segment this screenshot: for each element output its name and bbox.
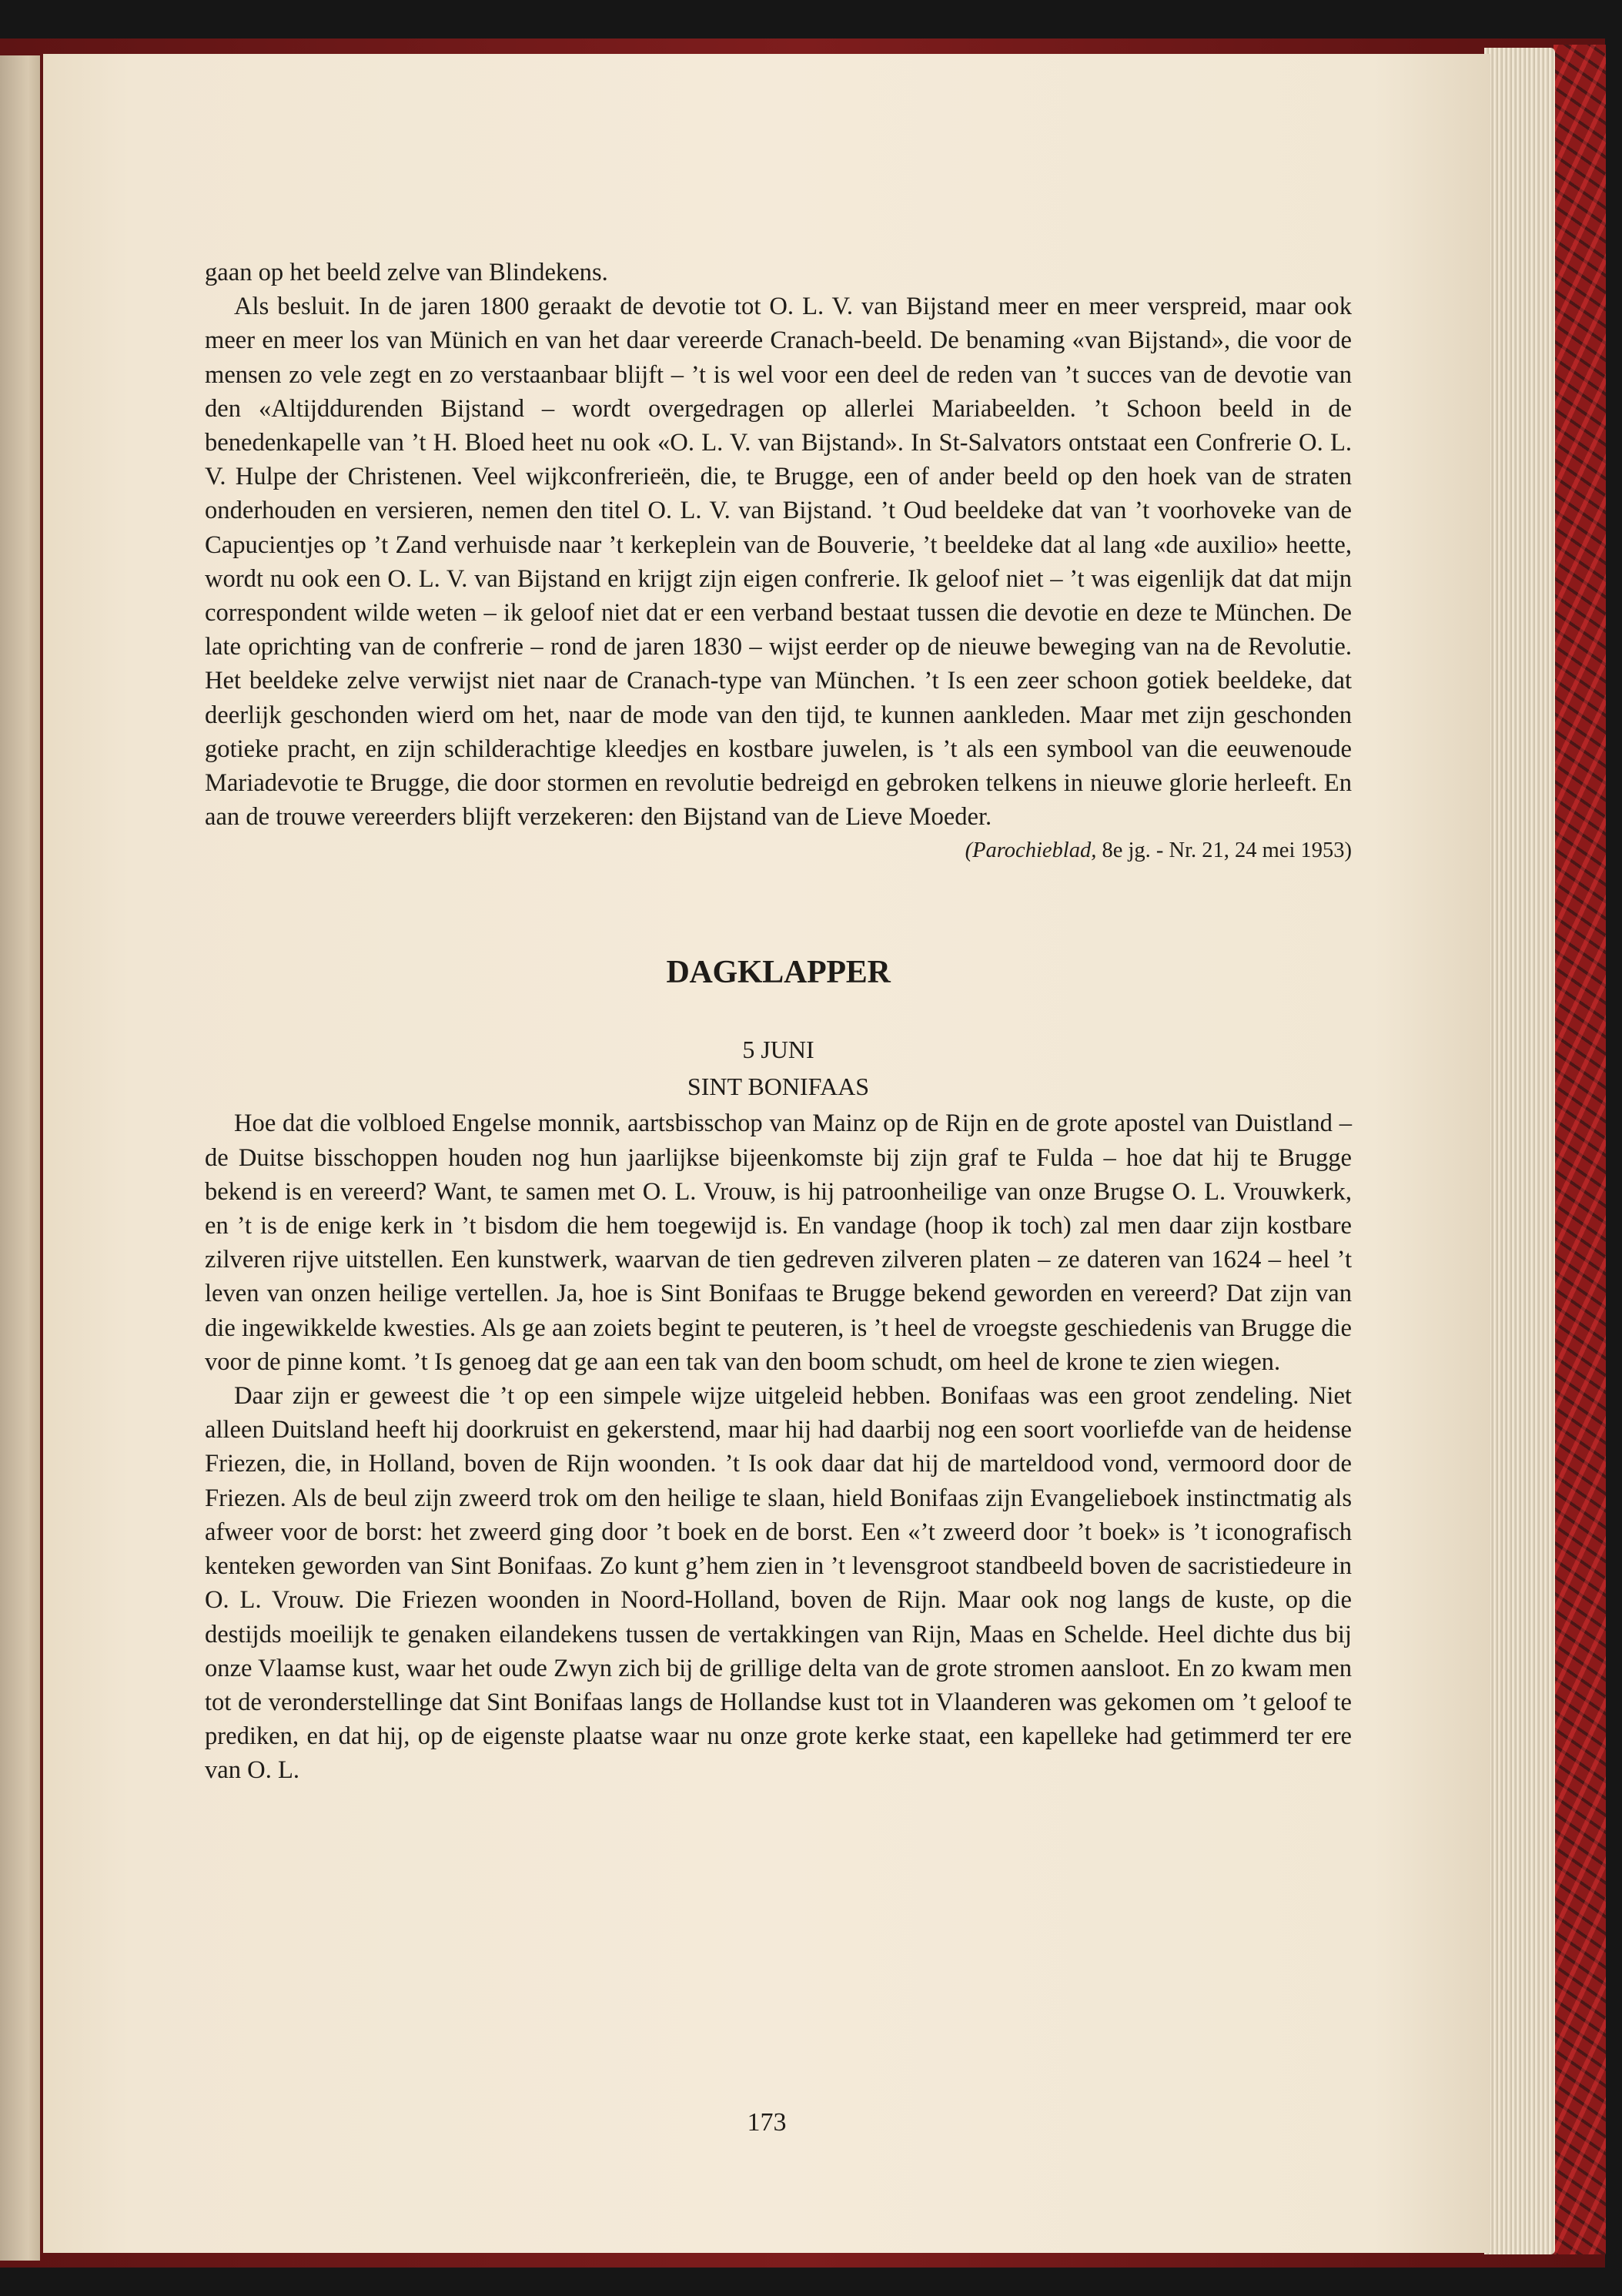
citation: [205, 834, 1352, 868]
page-number: 173: [747, 2108, 787, 2137]
section-date: 5 JUNI: [742, 1036, 814, 1064]
page-text: [205, 256, 1352, 1788]
page-stack-edges: [1484, 48, 1555, 2254]
bottom-paragraphs: [205, 1106, 1352, 1787]
paragraph: Daar zijn er geweest die ’t op een simpele wijze uitgeleid hebben. Bonifaas was een groot zendeling. Niet alleen Duitsland heeft hij doorkruist en gekerstend, maar hij had daarbij nog een soort voorliefde van de heidense Friezen, die, in Holland, boven de Rijn woonden. ’t Is ook daar dat hij de marteldood vond, vermoord door de Friezen. Als de beul zijn zweerd trok om den heilige te slaan, hield Bonifaas zijn Evangelieboek instinctmatig als afweer voor de borst: het zweerd ging door ’t boek en de borst. Een «’t zweerd door ’t boek» is ’t iconografisch kenteken geworden van Sint Bonifaas. Zo kunt g’hem zien in ’t levensgroot standbeeld boven de sacristiedeure in O. L. Vrouw. Die Friezen woonden in Noord-Holland, boven de Rijn. Maar ook nog langs de kuste, op die destijds moeilijk te genaken eilandekens tussen de vertakkingen van Rijn, Maas en Schelde. Heel dichte dus bij onze Vlaamse kust, waar het oude Zwyn zich bij de grillige delta van de grote stromen aansloot. En zo kwam men tot de veronderstellinge dat Sint Bonifaas langs de Hollandse kust tot in Vlaanderen was gekomen om ’t geloof te prediken, en dat hij, op de eigenste plaatse waar nu onze grote kerke staat, een kapelleke had getimmerd ter ere van O. L.: [205, 1382, 1352, 1785]
paragraph: Als besluit. In de jaren 1800 geraakt de devotie tot O. L. V. van Bijstand meer en meer verspreid, maar ook meer en meer los van Münich en van het daar vereerde Cranach-beeld. De benaming «van Bijstand», die voor de mensen zo vele zegt en zo verstaanbaar blijft – ’t is wel voor een deel de reden van ’t succes van de devotie van den «Altijddurenden Bijstand – wordt overgedragen op allerlei Mariabeelden. ’t Schoon beeld in de benedenkapelle van ’t H. Bloed heet nu ook «O. L. V. van Bijstand». In St-Salvators ontstaat een Confrerie O. L. V. Hulpe der Christenen. Veel wijkconfrerieën, die, te Brugge, een of ander beeld op den hoek van de straten onderhouden en versieren, nemen den titel O. L. V. van Bijstand. ’t Oud beeldeke dat van ’t voorhoveke van de Capucientjes op ’t Zand verhuisde naar ’t kerkeplein van de Bouverie, ’t beeldeke dat al lang «de auxilio» heette, wordt nu ook een O. L. V. van Bijstand en krijgt zijn eigen confrerie. Ik geloof niet – ’t was eigenlijk dat dat mijn correspondent wilde weten – ik geloof niet dat er een verband bestaat tussen die devotie en deze te München. De late oprichting van de confrerie – rond de jaren 1830 – wijst eerder op de nieuwe beweging van na de Revolutie. Het beeldeke zelve verwijst niet naar de Cranach-type van München. ’t Is een zeer schoon gotiek beeldeke, dat deerlijk geschonden wierd om het, naar de mode van den tijd, te kunnen aankleden. Maar met zijn geschonden gotieke pracht, en zijn schilderachtige kleedjes en kostbare juwelen, is ’t als een symbool van die eeuwenoude Mariadevotie te Brugge, die door stormen en revolutie bedreigd en gebroken telkens in nieuwe glorie herleeft. En aan de trouwe vereerders blijft verzekeren: den Bijstand van de Lieve Moeder.: [205, 293, 1352, 832]
citation-source: (Parochieblad,: [965, 838, 1097, 863]
book-page: [43, 54, 1490, 2253]
paragraph: Hoe dat die volbloed Engelse monnik, aartsbisschop van Mainz op de Rijn en de grote apostel van Duistland – de Duitse bisschoppen houden nog hun jaarlijkse bijeenkomste bij zijn graf te Fulda – hoe dat hij te Brugge bekend is en vereerd? Want, te samen met O. L. Vrouw, is hij patroonheilige van onze Brugse O. L. Vrouwkerk, en ’t is de enige kerk in ’t bisdom die hem toegewijd is. En vandage (hoop ik toch) zal men daar zijn kostbare zilveren rijve uitstellen. Een kunstwerk, waarvan de tien gedreven zilveren platen – ze dateren van 1624 – heel ’t leven van onzen heilige vertellen. Ja, hoe is Sint Bonifaas te Brugge bekend geworden en vereerd? Dat zijn van die ingewikkelde kwesties. Als ge aan zoiets begint te peuteren, is ’t heel de vroegste geschiedenis van Brugge die voor de pinne komt. ’t Is genoeg dat ge aan een tak van den boom schudt, om heel de krone te zien wiegen.: [205, 1110, 1352, 1376]
top-paragraphs: [205, 256, 1352, 834]
section-subtitle: SINT BONIFAAS: [687, 1073, 870, 1101]
left-page-edge: [0, 55, 40, 2261]
paragraph: gaan op het beeld zelve van Blindekens.: [205, 259, 608, 286]
section-title: DAGKLAPPER: [666, 955, 891, 991]
marbled-edge: [1553, 45, 1606, 2254]
citation-details: 8e jg. - Nr. 21, 24 mei 1953): [1096, 838, 1352, 863]
